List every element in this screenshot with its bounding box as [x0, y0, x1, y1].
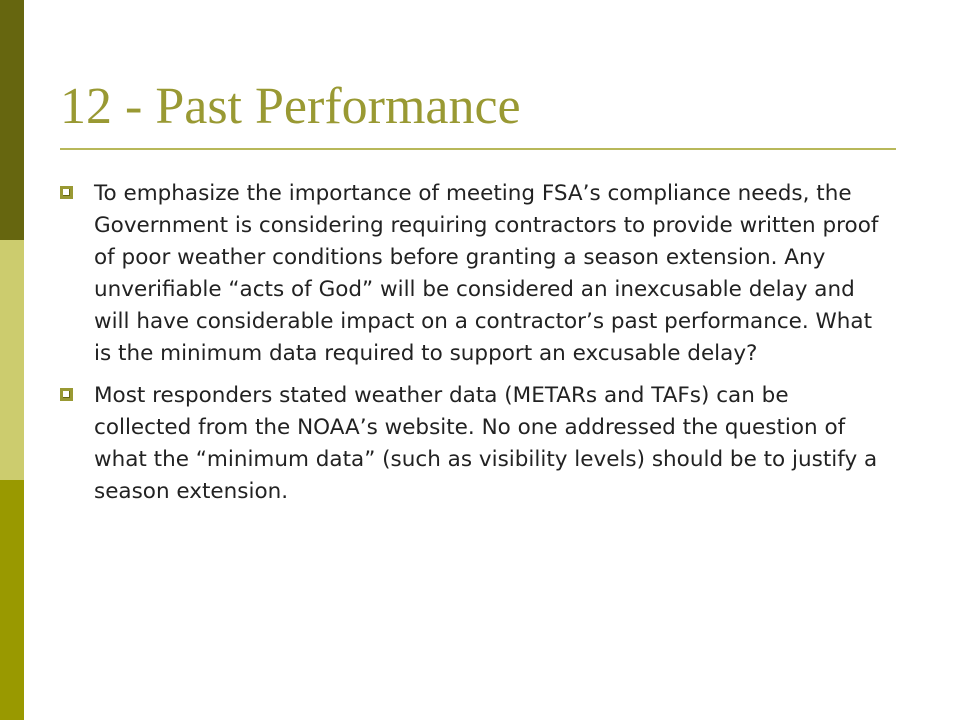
title-underline — [60, 148, 896, 150]
sidebar-stripe-bottom — [0, 480, 24, 720]
sidebar-stripe-middle — [0, 240, 24, 480]
bullet-list — [60, 178, 880, 518]
square-bullet-icon — [60, 388, 73, 401]
bullet-text: Most responders stated weather data (METARs and TAFs) can be collected from the NOAA’s website. No one addressed the question of what the “minimum data” (such as visibility levels) should be to justify a season extension. — [94, 383, 878, 504]
bullet-text: To emphasize the importance of meeting FSA’s compliance needs, the Government is considering requiring contractors to provide written proof of poor weather conditions before granting a season extension. Any unverifiable “acts of God” will be considered an inexcusable delay and will have considerable impact on a contractor’s past performance. What is the minimum data required to support an excusable delay? — [94, 181, 879, 366]
sidebar-stripe-top — [0, 0, 24, 240]
bullet-item — [60, 178, 880, 370]
bullet-item — [60, 380, 880, 508]
slide-title: 12 - Past Performance — [60, 78, 521, 135]
square-bullet-icon — [60, 186, 73, 199]
